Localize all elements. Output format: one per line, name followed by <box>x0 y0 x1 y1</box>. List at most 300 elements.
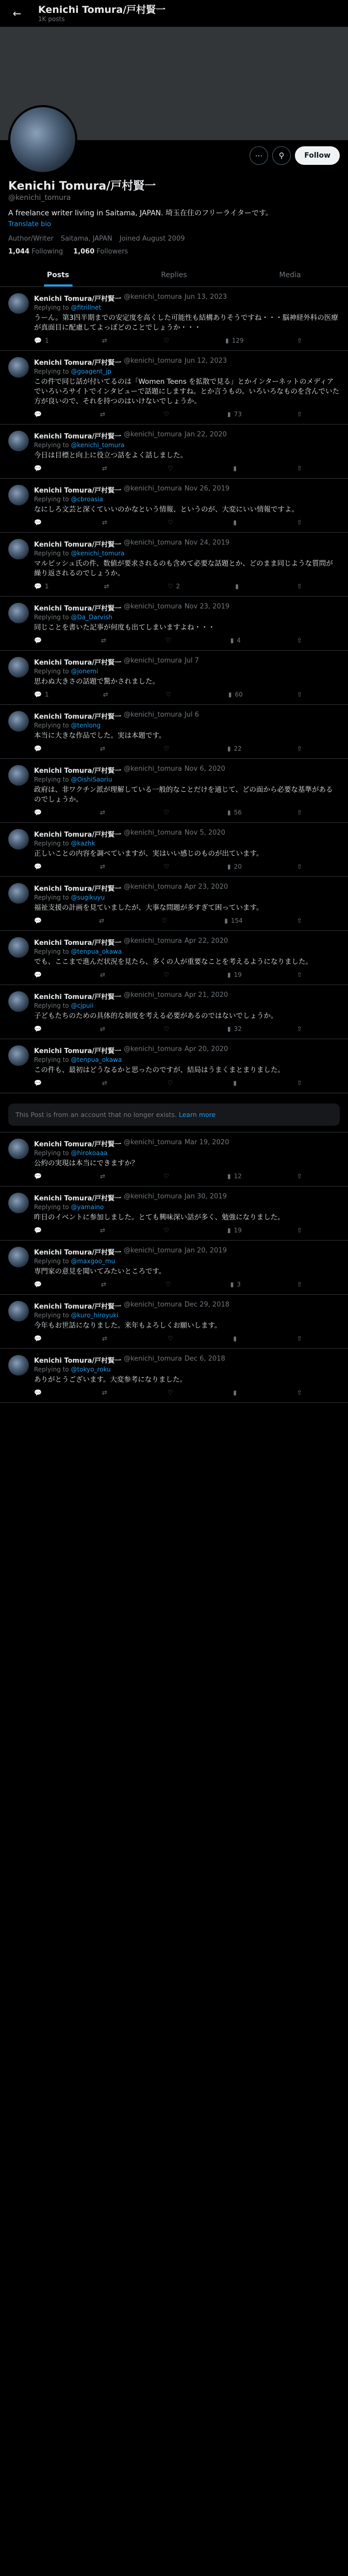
tweet-author-name[interactable]: Kenichi Tomura/戸村賢一 <box>34 831 122 839</box>
tweet[interactable] <box>0 351 348 425</box>
views-button[interactable] <box>233 1079 240 1087</box>
tweet-author-name[interactable]: Kenichi Tomura/戸村賢一 <box>34 713 122 721</box>
like-button[interactable] <box>168 465 176 472</box>
tweet-date[interactable]: Apr 20, 2020 <box>184 1045 228 1053</box>
tweet-author-name[interactable]: Kenichi Tomura/戸村賢一 <box>34 1047 122 1055</box>
views-button[interactable] <box>227 1173 242 1180</box>
like-button[interactable] <box>163 1173 172 1180</box>
tweet-author-name[interactable]: Kenichi Tomura/戸村賢一 <box>34 1357 122 1365</box>
tweet-author-handle[interactable]: @kenichi_tomura <box>124 357 182 365</box>
tweet-author-handle[interactable]: @kenichi_tomura <box>124 603 182 611</box>
repost-button[interactable] <box>101 637 109 644</box>
repost-button[interactable] <box>100 863 108 870</box>
tweet[interactable] <box>0 1187 348 1241</box>
share-button[interactable] <box>297 809 302 816</box>
share-button[interactable] <box>297 1079 302 1087</box>
tweet-author-name[interactable]: Kenichi Tomura/戸村賢一 <box>34 767 122 775</box>
repost-button[interactable] <box>100 411 108 418</box>
reply-button[interactable] <box>34 1389 45 1396</box>
tweet-header <box>34 1355 340 1365</box>
tweet[interactable] <box>0 1295 348 1349</box>
tweet-replying-to: Replying to @cbroasia <box>34 496 103 503</box>
heart-icon: ♡ <box>167 465 173 472</box>
tweet-author-name[interactable]: Kenichi Tomura/戸村賢一 <box>34 541 122 549</box>
tab-media[interactable]: Media <box>279 271 301 279</box>
share-button[interactable] <box>297 583 302 590</box>
share-button[interactable] <box>297 337 302 344</box>
tweet-replying-to: Replying to @tenpua_okawa <box>34 948 122 955</box>
tweet-body <box>34 765 340 816</box>
repost-button[interactable] <box>100 1173 108 1180</box>
replying-to-handle[interactable]: @tenpua_okawa <box>71 1056 122 1063</box>
views-button[interactable] <box>233 1335 240 1342</box>
tweet-author-handle[interactable]: @kenichi_tomura <box>124 293 182 301</box>
share-button[interactable] <box>297 1389 302 1396</box>
repost-button[interactable] <box>102 1079 110 1087</box>
heart-icon: ♡ <box>165 637 171 644</box>
reply-button[interactable] <box>34 1281 45 1288</box>
tweet-date[interactable]: Jan 22, 2020 <box>184 431 227 438</box>
tweet-author-name[interactable]: Kenichi Tomura/戸村賢一 <box>34 433 122 440</box>
tweet-avatar[interactable] <box>8 603 29 623</box>
replying-to-handle[interactable]: @cjpuii <box>71 1002 94 1009</box>
tweet[interactable] <box>0 759 348 823</box>
tab-replies[interactable]: Replies <box>161 271 187 279</box>
tweet-actions <box>34 337 302 344</box>
profile-bio: A freelance writer living in Saitama, JAPAN. 埼玉在住のフリーライターです。 <box>8 209 273 217</box>
tweet-avatar[interactable] <box>8 431 29 451</box>
tweet-actions <box>34 917 302 924</box>
share-button[interactable] <box>297 519 302 526</box>
tweet-body <box>34 603 340 644</box>
tweet-author-handle[interactable]: @kenichi_tomura <box>124 937 182 945</box>
repost-button[interactable] <box>100 745 108 752</box>
tweet-avatar[interactable] <box>8 485 29 505</box>
tweet-text: 福祉支援の計画を見ていましたが、大事な問題が多すぎて困っています。 <box>34 904 263 912</box>
share-button[interactable] <box>297 411 302 418</box>
tweet-actions <box>34 1079 302 1087</box>
repost-icon: ⇄ <box>100 1173 106 1180</box>
repost-icon: ⇄ <box>102 1389 107 1396</box>
tweet-actions <box>34 809 302 816</box>
reply-count: 1 <box>44 583 49 590</box>
replying-to-handle[interactable]: @kazhk <box>71 840 95 847</box>
share-icon: ⇧ <box>296 1227 302 1234</box>
tweet-date[interactable]: Apr 21, 2020 <box>184 991 228 999</box>
reply-icon: 💬 <box>34 1335 42 1342</box>
views-button[interactable] <box>230 637 241 644</box>
tweet-author-handle[interactable]: @kenichi_tomura <box>124 1355 182 1363</box>
like-button[interactable] <box>165 1281 174 1288</box>
views-button[interactable] <box>227 971 242 978</box>
tweet[interactable] <box>0 985 348 1039</box>
learn-more-link[interactable]: Learn more <box>178 1111 216 1118</box>
tweet-author-handle[interactable]: @kenichi_tomura <box>124 431 182 438</box>
tweet[interactable] <box>0 1349 348 1403</box>
views-button[interactable] <box>233 1389 240 1396</box>
like-button[interactable] <box>163 809 172 816</box>
views-button[interactable] <box>228 691 243 698</box>
share-icon: ⇧ <box>296 337 302 344</box>
reply-button[interactable] <box>34 745 45 752</box>
like-button[interactable] <box>163 337 172 344</box>
tweet-date[interactable]: Nov 24, 2019 <box>184 539 230 547</box>
like-button[interactable] <box>165 691 174 698</box>
tweet[interactable] <box>0 425 348 479</box>
like-button[interactable] <box>163 863 172 870</box>
repost-button[interactable] <box>104 583 112 590</box>
tweet-author-handle[interactable]: @kenichi_tomura <box>124 485 182 493</box>
views-button[interactable] <box>227 745 242 752</box>
tweet-avatar[interactable] <box>8 883 29 904</box>
views-count: 56 <box>234 809 242 816</box>
repost-button[interactable] <box>101 1281 109 1288</box>
tweet-author-handle[interactable]: @kenichi_tomura <box>124 991 182 999</box>
tweet-date[interactable]: Jun 13, 2023 <box>184 293 227 301</box>
heart-icon: ♡ <box>163 337 169 344</box>
profile-stats <box>8 248 340 256</box>
views-icon: ▮ <box>227 809 231 816</box>
tab-posts[interactable]: Posts <box>0 263 116 286</box>
reply-icon: 💬 <box>34 971 42 978</box>
tweet-author-name[interactable]: Kenichi Tomura/戸村賢一 <box>34 295 122 303</box>
tweet-actions <box>34 1389 302 1396</box>
views-button[interactable] <box>227 863 242 870</box>
tweet-author-handle[interactable]: @kenichi_tomura <box>124 883 182 891</box>
views-icon: ▮ <box>233 465 237 472</box>
tweet[interactable] <box>0 931 348 985</box>
tweet-replying-to: Replying to @sugikuyu <box>34 894 105 901</box>
heart-icon: ♡ <box>163 971 169 978</box>
tweet-date[interactable]: Jan 30, 2019 <box>184 1193 227 1200</box>
reply-button[interactable] <box>34 691 49 698</box>
replying-to-handle[interactable]: @sugikuyu <box>71 894 105 901</box>
tweet-date[interactable]: Jan 20, 2019 <box>184 1247 227 1255</box>
follow-button[interactable]: Follow <box>295 146 340 165</box>
tweet-avatar[interactable] <box>8 1139 29 1159</box>
views-button[interactable] <box>235 583 242 590</box>
views-icon: ▮ <box>224 917 228 924</box>
tweet[interactable] <box>0 287 348 351</box>
replying-to-handle[interactable]: @jonemi <box>71 668 98 675</box>
share-button[interactable] <box>297 1173 302 1180</box>
tweet-author-handle[interactable]: @kenichi_tomura <box>124 1139 182 1146</box>
tweet-avatar[interactable] <box>8 1247 29 1267</box>
tweet-avatar[interactable] <box>8 711 29 732</box>
tweet[interactable] <box>0 823 348 877</box>
views-button[interactable] <box>227 1227 242 1234</box>
like-button[interactable] <box>163 971 172 978</box>
repost-button[interactable] <box>100 1025 108 1032</box>
heart-icon: ♡ <box>167 1389 173 1396</box>
share-icon: ⇧ <box>296 1281 302 1288</box>
tweet-header <box>34 1193 340 1202</box>
tweet-header <box>34 765 340 775</box>
tweet-text: うーん。第3四半期までの安定度を高くした可能性も結構ありそうですね・・・脳神経外科の医療が真面目に配慮してよっぽどのことでしょうか・・・ <box>34 314 338 332</box>
arrow-left-icon[interactable]: ← <box>12 7 22 20</box>
reply-button[interactable] <box>34 637 45 644</box>
repost-button[interactable] <box>100 971 108 978</box>
heart-icon: ♡ <box>165 691 171 698</box>
tweet-date[interactable]: Nov 5, 2020 <box>184 829 225 837</box>
share-icon: ⇧ <box>296 583 302 590</box>
tweet-avatar[interactable] <box>8 657 29 677</box>
tweet-text: 本当に大きな作品でした。実は本題です。 <box>34 732 166 740</box>
tweet-author-name[interactable]: Kenichi Tomura/戸村賢一 <box>34 487 122 495</box>
tweet-avatar[interactable] <box>8 1301 29 1321</box>
reply-icon: 💬 <box>34 583 42 590</box>
tweet-header <box>34 937 340 947</box>
tweet[interactable] <box>0 1241 348 1295</box>
tweet-actions <box>34 1173 302 1180</box>
replying-to-handle[interactable]: @kuro_hiroyuki <box>71 1312 119 1319</box>
tweet-author-handle[interactable]: @kenichi_tomura <box>124 1247 182 1255</box>
repost-button[interactable] <box>99 917 107 924</box>
tweet[interactable] <box>0 597 348 651</box>
unavailable-text: This Post is from an account that no longer exists. <box>15 1111 177 1118</box>
tweet-author-handle[interactable]: @kenichi_tomura <box>124 1301 182 1309</box>
views-count: 60 <box>235 691 243 698</box>
like-button[interactable] <box>161 917 170 924</box>
tweet-actions <box>34 637 302 644</box>
tweet-author-handle[interactable]: @kenichi_tomura <box>124 1045 182 1053</box>
views-button[interactable] <box>233 519 240 526</box>
views-button[interactable] <box>230 1281 241 1288</box>
tweet-author-name[interactable]: Kenichi Tomura/戸村賢一 <box>34 1303 122 1311</box>
tweet-avatar[interactable] <box>8 539 29 560</box>
tweet-author-name[interactable]: Kenichi Tomura/戸村賢一 <box>34 993 122 1001</box>
views-count: 129 <box>231 337 244 344</box>
repost-button[interactable] <box>100 1227 108 1234</box>
reply-button[interactable] <box>34 1079 45 1087</box>
like-button[interactable] <box>163 1227 172 1234</box>
replying-to-handle[interactable]: @yamaino <box>71 1204 104 1211</box>
views-button[interactable] <box>227 1025 242 1032</box>
translate-bio-link[interactable]: Translate bio <box>8 221 51 228</box>
repost-button[interactable] <box>100 809 108 816</box>
views-button[interactable] <box>224 917 243 924</box>
replying-to-handle[interactable]: @tenlong <box>71 722 101 729</box>
followers-count[interactable]: 1,060 Followers <box>73 248 128 256</box>
tweet-actions <box>34 583 302 590</box>
views-icon: ▮ <box>230 1281 234 1288</box>
tweet-date[interactable]: Jun 12, 2023 <box>184 357 227 365</box>
tweet-actions <box>34 863 302 870</box>
repost-icon: ⇄ <box>101 637 106 644</box>
share-button[interactable] <box>297 1227 302 1234</box>
views-button[interactable] <box>227 809 242 816</box>
top-bar <box>0 0 348 27</box>
more-icon[interactable]: ⋯ <box>250 146 268 165</box>
tweet-text: 今年もお世話になりました。来年もよろしくお願いします。 <box>34 1321 222 1330</box>
views-button[interactable] <box>225 337 244 344</box>
tweet-date[interactable]: Mar 19, 2020 <box>184 1139 229 1146</box>
replying-to-handle[interactable]: @Da_Darvish <box>71 614 112 621</box>
tweet-date[interactable]: Dec 29, 2018 <box>184 1301 229 1309</box>
tweet-text: 正しいことの内容を調べていますが、実はいい感じのものが出ています。 <box>34 850 263 858</box>
reply-button[interactable] <box>34 1227 45 1234</box>
share-button[interactable] <box>297 637 302 644</box>
repost-button[interactable] <box>102 337 110 344</box>
reply-button[interactable] <box>34 519 45 526</box>
reply-button[interactable] <box>34 1173 45 1180</box>
tweet-author-name[interactable]: Kenichi Tomura/戸村賢一 <box>34 605 122 613</box>
views-button[interactable] <box>233 465 240 472</box>
tweet-date[interactable]: Nov 26, 2019 <box>184 485 230 493</box>
tweet-replying-to: Replying to @kenichi_tomura <box>34 550 125 557</box>
replying-to-handle[interactable]: @tokyo_roku <box>71 1366 111 1373</box>
tweet[interactable] <box>0 533 348 597</box>
tweet-author-name[interactable]: Kenichi Tomura/戸村賢一 <box>34 1195 122 1202</box>
like-button[interactable] <box>168 1079 176 1087</box>
tweet[interactable] <box>0 1132 348 1187</box>
tweet-body <box>34 991 340 1032</box>
tweet-avatar[interactable] <box>8 1193 29 1213</box>
reply-button[interactable] <box>34 971 45 978</box>
like-button[interactable] <box>163 411 172 418</box>
tweet-author-name[interactable]: Kenichi Tomura/戸村賢一 <box>34 659 122 667</box>
tweet-avatar[interactable] <box>8 937 29 958</box>
like-button[interactable] <box>168 519 176 526</box>
replying-to-handle[interactable]: @kenichi_tomura <box>71 442 125 449</box>
reply-icon: 💬 <box>34 809 42 816</box>
tweet-author-handle[interactable]: @kenichi_tomura <box>124 765 182 773</box>
tweet-author-name[interactable]: Kenichi Tomura/戸村賢一 <box>34 939 122 947</box>
tweet-header <box>34 603 340 613</box>
tweet-actions <box>34 411 302 418</box>
tweet-avatar[interactable] <box>8 1355 29 1376</box>
tweet-header <box>34 357 340 367</box>
tweet-avatar[interactable] <box>8 357 29 378</box>
replying-to-handle[interactable]: @hirokoaaa <box>71 1149 108 1157</box>
tweet-author-handle[interactable]: @kenichi_tomura <box>124 1193 182 1200</box>
share-button[interactable] <box>297 691 302 698</box>
tweet-author-name[interactable]: Kenichi Tomura/戸村賢一 <box>34 359 122 367</box>
tweet-author-name[interactable]: Kenichi Tomura/戸村賢一 <box>34 1141 122 1148</box>
top-bar-title: Kenichi Tomura/戸村賢一 <box>38 4 166 15</box>
tweet-date[interactable]: Jul 6 <box>184 711 199 719</box>
repost-icon: ⇄ <box>100 1025 106 1032</box>
share-button[interactable] <box>297 1335 302 1342</box>
reply-button[interactable] <box>34 411 45 418</box>
replying-to-handle[interactable]: @cbroasia <box>71 496 103 503</box>
repost-button[interactable] <box>103 691 111 698</box>
tweet-author-handle[interactable]: @kenichi_tomura <box>124 539 182 547</box>
reply-button[interactable] <box>34 863 45 870</box>
replying-to-handle[interactable]: @tenpua_okawa <box>71 948 122 955</box>
tweet-header <box>34 883 340 893</box>
tweet-date[interactable]: Apr 23, 2020 <box>184 883 228 891</box>
repost-button[interactable] <box>102 465 110 472</box>
like-button[interactable] <box>163 1025 172 1032</box>
share-button[interactable] <box>297 745 302 752</box>
profile-name: Kenichi Tomura/戸村賢一 <box>8 180 156 193</box>
share-button[interactable] <box>297 971 302 978</box>
tweet-avatar[interactable] <box>8 293 29 314</box>
tweet-text: マルビッシュ氏の件、数値が要求されるのも含めて必要な話題とか、どのまま同じような質問が繰り返されるのでしょうか。 <box>34 560 333 578</box>
replying-to-handle[interactable]: @OishiSaoriu <box>71 776 112 783</box>
share-button[interactable] <box>297 465 302 472</box>
tweet-body <box>34 1247 340 1288</box>
like-button[interactable] <box>163 745 172 752</box>
replying-to-handle[interactable]: @maxgoo_mu <box>71 1258 115 1265</box>
tweet-avatar[interactable] <box>8 765 29 786</box>
tweet-text: なにしろ文芸と深くていいのかなという情報、というのが、大変にいい情報ですよ。 <box>34 505 299 514</box>
views-icon: ▮ <box>230 637 234 644</box>
tweet[interactable] <box>0 479 348 533</box>
reply-icon: 💬 <box>34 745 42 752</box>
tweet-author-handle[interactable]: @kenichi_tomura <box>124 829 182 837</box>
reply-button[interactable] <box>34 337 49 344</box>
share-button[interactable] <box>297 1025 302 1032</box>
tweet-avatar[interactable] <box>8 829 29 850</box>
tweet-avatar[interactable] <box>8 991 29 1012</box>
tweet-date[interactable]: Apr 22, 2020 <box>184 937 228 945</box>
reply-button[interactable] <box>34 1335 45 1342</box>
tweet-date[interactable]: Jul 7 <box>184 657 199 665</box>
profile-location: Saitama, JAPAN <box>60 235 112 243</box>
like-button[interactable] <box>168 583 180 590</box>
reply-icon: 💬 <box>34 1227 42 1234</box>
repost-button[interactable] <box>102 1335 110 1342</box>
tweet[interactable] <box>0 1039 348 1093</box>
reply-button[interactable] <box>34 917 45 924</box>
like-button[interactable] <box>165 637 174 644</box>
replying-to-handle[interactable]: @goagent_jp <box>71 368 112 375</box>
share-button[interactable] <box>297 863 302 870</box>
tweet-author-handle[interactable]: @kenichi_tomura <box>124 657 182 665</box>
tweet-author-handle[interactable]: @kenichi_tomura <box>124 711 182 719</box>
tweet-author-name[interactable]: Kenichi Tomura/戸村賢一 <box>34 885 122 893</box>
share-button[interactable] <box>297 917 302 924</box>
reply-button[interactable] <box>34 809 45 816</box>
following-count[interactable]: 1,044 Following <box>8 248 63 256</box>
replying-to-handle[interactable]: @kenichi_tomura <box>71 550 125 557</box>
tweet-date[interactable]: Nov 6, 2020 <box>184 765 225 773</box>
share-button[interactable] <box>297 1281 302 1288</box>
tweet-header <box>34 1045 340 1055</box>
like-count: 2 <box>176 583 180 590</box>
tweet-date[interactable]: Nov 23, 2019 <box>184 603 230 611</box>
tweet-body <box>34 657 340 698</box>
views-icon: ▮ <box>233 1335 237 1342</box>
tweet-header <box>34 711 340 721</box>
repost-icon: ⇄ <box>104 583 109 590</box>
views-button[interactable] <box>227 411 242 418</box>
search-icon[interactable]: ⚲ <box>272 146 291 165</box>
tweet-date[interactable]: Dec 6, 2018 <box>184 1355 225 1363</box>
tweet-text: 子どもたちのための具体的な制度を考える必要があるのではないでしょうか。 <box>34 1012 278 1020</box>
reply-button[interactable] <box>34 1025 45 1032</box>
tweet-replying-to: Replying to @Da_Darvish <box>34 614 112 621</box>
repost-button[interactable] <box>102 1389 110 1396</box>
tweet-actions <box>34 1335 302 1342</box>
reply-button[interactable] <box>34 465 45 472</box>
like-button[interactable] <box>168 1389 176 1396</box>
tweet-avatar[interactable] <box>8 1045 29 1066</box>
tweet[interactable] <box>0 705 348 759</box>
views-icon: ▮ <box>227 1227 231 1234</box>
replying-to-handle[interactable]: @fitrillnet <box>71 304 102 311</box>
like-button[interactable] <box>168 1335 176 1342</box>
tweet-author-name[interactable]: Kenichi Tomura/戸村賢一 <box>34 1249 122 1257</box>
profile-avatar[interactable] <box>8 105 77 174</box>
reply-button[interactable] <box>34 583 49 590</box>
tweet[interactable] <box>0 651 348 705</box>
reply-icon: 💬 <box>34 411 42 418</box>
tweet[interactable] <box>0 877 348 931</box>
repost-button[interactable] <box>102 519 110 526</box>
